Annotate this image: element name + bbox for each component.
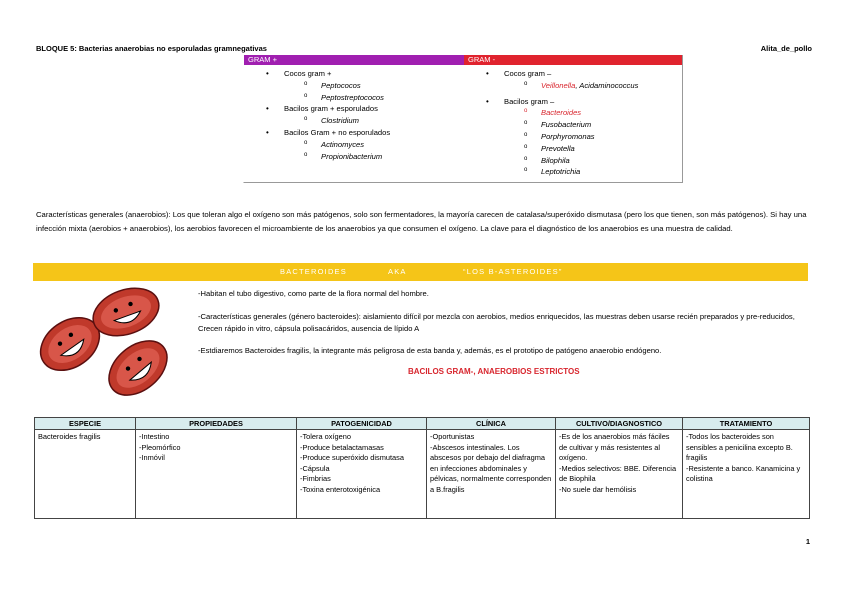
cell-cultivo: -Es de los anaerobios más fáciles de cultivar y más resistentes al oxígeno. -Medios selectivos: BBE. Diferencia de Biophila -No suele dar hemólisis bbox=[556, 430, 683, 519]
gram-pos-item: o Propionibacterium bbox=[244, 151, 464, 163]
gram-negative-column bbox=[464, 68, 682, 178]
gram-neg-item: o Fusobacterium bbox=[464, 119, 682, 131]
banner-middle-text: AKA bbox=[388, 267, 407, 276]
gram-neg-item: o Bacteroides bbox=[464, 107, 682, 119]
page-header-author: Alita_de_pollo bbox=[760, 44, 812, 53]
gram-negative-header: GRAM - bbox=[464, 55, 682, 65]
section-subtitle: BACILOS GRAM-, ANAEROBIOS ESTRICTOS bbox=[408, 367, 580, 376]
banner-left-text: BACTEROIDES bbox=[280, 267, 347, 276]
gram-neg-item: o Bilophila bbox=[464, 155, 682, 167]
bacteroides-banner bbox=[33, 263, 808, 281]
cell-propiedades: -Intestino -Pleomórfico -Inmóvil bbox=[136, 430, 297, 519]
gram-neg-item: o Porphyromonas bbox=[464, 131, 682, 143]
cell-patogenicidad: -Tolera oxígeno -Produce betalactamasas -Produce superóxido dismutasa -Cápsula -Fimbrias -Toxina enterotoxigénica bbox=[297, 430, 427, 519]
gram-pos-item: o Peptococos bbox=[244, 80, 464, 92]
gram-neg-group: • Cocos gram – bbox=[464, 68, 682, 80]
gram-neg-item-rest: , Acidaminococcus bbox=[575, 80, 639, 90]
table-header: ESPECIE bbox=[35, 418, 136, 430]
bullet-fragilis: -Estdiaremos Bacteroides fragilis, la integrante más peligrosa de esta banda y, además, es el prototipo de patógeno anaerobio endógeno. bbox=[198, 346, 662, 355]
gram-positive-header: GRAM + bbox=[244, 55, 464, 65]
table-row bbox=[35, 430, 810, 519]
gram-pos-item: o Clostridium bbox=[244, 115, 464, 127]
gram-classification-table bbox=[243, 55, 683, 183]
banner-right-text: “LOS B-ASTEROIDES” bbox=[463, 267, 563, 276]
gram-neg-item: o Prevotella bbox=[464, 143, 682, 155]
gram-pos-group: • Cocos gram + bbox=[244, 68, 464, 80]
table-header: CLÍNICA bbox=[427, 418, 556, 430]
gram-neg-item-highlight: Veillonella bbox=[541, 80, 576, 90]
gram-neg-item bbox=[464, 80, 682, 92]
table-header: TRATAMIENTO bbox=[683, 418, 810, 430]
gram-pos-group: • Bacilos gram + esporulados bbox=[244, 103, 464, 115]
gram-positive-column bbox=[244, 68, 464, 162]
table-header: PATOGENICIDAD bbox=[297, 418, 427, 430]
table-header: PROPIEDADES bbox=[136, 418, 297, 430]
general-characteristics-paragraph: Características generales (anaerobios): Los que toleran algo el oxígeno son más patógenos, solo son fermentadores, la mayoría carecen de catalasa/superóxido dismutasa (pero los que tienen, son más patógenos). Si hay una infección mixta (aerobios + anaerobios), los aerobios favorecen el microambiente de los anaerobios ya que consumen el oxígeno. La clave para el diagnóstico de los anaerobios es una muestra de calidad. bbox=[36, 210, 807, 233]
table-header-row bbox=[35, 418, 810, 430]
cell-tratamiento: -Todos los bacteroides son sensibles a penicilina excepto B. fragilis -Resistente a banco. Kanamicina y colistina bbox=[683, 430, 810, 519]
bacteroides-fragilis-table bbox=[34, 417, 810, 519]
bullet-habitat: -Habitan el tubo digestivo, como parte de la flora normal del hombre. bbox=[198, 289, 429, 298]
page-header-title: BLOQUE 5: Bacterias anaerobias no esporuladas gramnegativas bbox=[36, 44, 267, 53]
cell-especie: Bacteroides fragilis bbox=[35, 430, 136, 519]
gram-pos-item: o Actinomyces bbox=[244, 139, 464, 151]
page-number: 1 bbox=[805, 537, 810, 546]
gram-pos-item: o Peptostreptococos bbox=[244, 92, 464, 104]
gram-neg-group: • Bacilos gram – bbox=[464, 96, 682, 108]
bullet-characteristics: -Características generales (género bacteroides): aislamiento difícil por mezcla con aerobios, medios enriquecidos, las muestras deben usarse recién preparados y pre-reducidos, Crecen rápido in vitro, cápsula polisacáridos, ausencia de lípido A bbox=[198, 312, 795, 333]
gram-pos-group: • Bacilos Gram + no esporulados bbox=[244, 127, 464, 139]
table-header: CULTIVO/DIAGNOSTICO bbox=[556, 418, 683, 430]
cell-clinica: -Oportunistas -Abscesos intestinales. Los abscesos por debajo del diafragma en infecciones abdominales y pélvicas, normalmente corresponden a B.fragilis bbox=[427, 430, 556, 519]
bacteroides-cartoon-illustration bbox=[34, 284, 182, 406]
gram-neg-item: o Leptotrichia bbox=[464, 166, 682, 178]
